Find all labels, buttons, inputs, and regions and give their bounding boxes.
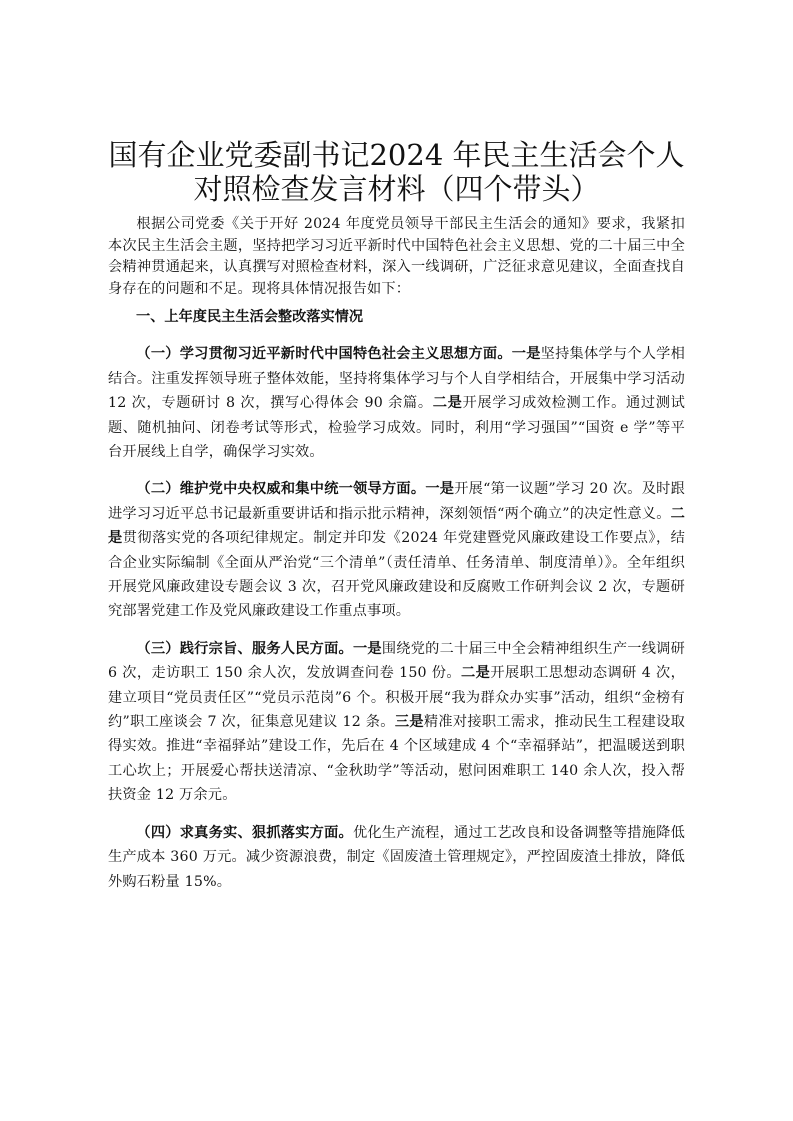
intro-paragraph: 根据公司党委《关于开好 2024 年度党员领导干部民主生活会的通知》要求，我紧扣本次民主生活会主题，坚持把学习习近平新时代中国特色社会主义思想、党的二十届三中全会精神贯通起来，认真撰写对照检查材料，深入一线调研，广泛征求意见建议，全面查找自身存在的问题和不足。现将具体情况报告如下： — [108, 216, 685, 297]
paragraph-text: 优化生产流程，通过工艺改良和设备调整等措施降低生产成本 360 万元。减少资源浪费，制定《固废渣土管理规定》，严控固废渣土排放，降低外购石粉量 15%。 — [108, 824, 685, 890]
section-heading-1: 一、上年度民主生活会整改落实情况 — [136, 309, 364, 326]
point-marker: 二是 — [108, 505, 685, 547]
paragraph-study — [108, 342, 685, 464]
paragraph-service — [108, 637, 685, 808]
paragraph-authority — [108, 477, 685, 623]
point-marker: 三是 — [394, 714, 424, 731]
point-marker: 二是 — [432, 395, 463, 412]
document-title — [108, 138, 685, 206]
point-marker: 一是 — [352, 640, 382, 657]
paragraph-heading: （二）维护党中央权威和集中统一领导方面。 — [136, 481, 426, 498]
paragraph-heading: （四）求真务实、狠抓落实方面。 — [136, 824, 353, 841]
paragraph-text: 开展学习成效检测工作。通过测试题、随机抽问、闭卷考试等形式，检验学习成效。同时，利用“学习强国”“国资 e 学”等平台开展线上自学，确保学习实效。 — [108, 395, 685, 460]
point-marker: 一是 — [425, 481, 455, 498]
paragraph-text: 围绕党的二十届三中全会精神组织生产一线调研 6 次，走访职工 150 余人次，发放调查问卷 150 份。 — [108, 640, 686, 682]
point-marker: 一是 — [511, 346, 541, 363]
paragraph-text: 开展“第一议题”学习 20 次。及时跟进学习习近平总书记最新重要讲话和指示批示精神，深刻领悟“两个确立”的决定性意义。 — [108, 481, 685, 522]
paragraph-heading: （一）学习贯彻习近平新时代中国特色社会主义思想方面。 — [136, 346, 512, 363]
paragraph-text: 坚持集体学与个人学相结合。注重发挥领导班子整体效能，坚持将集体学习与个人自学相结合，开展集中学习活动 12 次，专题研讨 8 次，撰写心得体会 90 余篇。 — [108, 346, 686, 412]
title-line-1: 国有企业党委副书记2024 年民主生活会个人 — [108, 138, 685, 172]
paragraph-text: 精准对接职工需求，推动民生工程建设取得实效。推进“幸福驿站”建设工作，先后在 4 个区域建成 4 个“幸福驿站”，把温暖送到职工心坎上；开展爱心帮扶送清凉、“金秋助学”等活动，慰问困难职工 140 余人次，投入帮扶资金 12 万余元。 — [108, 714, 685, 804]
point-marker: 二是 — [461, 665, 491, 682]
paragraph-text: 开展职工思想动态调研 4 次，建立项目“党员责任区”“党员示范岗”6 个。积极开展“我为群众办实事”活动，组织“金榜有约”职工座谈会 7 次，征集意见建议 12 条。 — [108, 665, 685, 731]
paragraph-implementation — [108, 821, 685, 894]
paragraph-text: 贯彻落实党的各项纪律规定。制定并印发《2024 年党建暨党风廉政建设工作要点》，结合企业实际编制《全面从严治党“三个清单”（责任清单、任务清单、制度清单）》。全年组织开展党风廉政建设专题会议 3 次，召开党风廉政建设和反腐败工作研判会议 2 次，专题研究部署党建工作及党风廉政建设工作重点事项。 — [108, 530, 686, 620]
paragraph-heading: （三）践行宗旨、服务人民方面。 — [136, 640, 353, 657]
title-line-2: 对照检查发言材料（四个带头） — [193, 172, 600, 206]
